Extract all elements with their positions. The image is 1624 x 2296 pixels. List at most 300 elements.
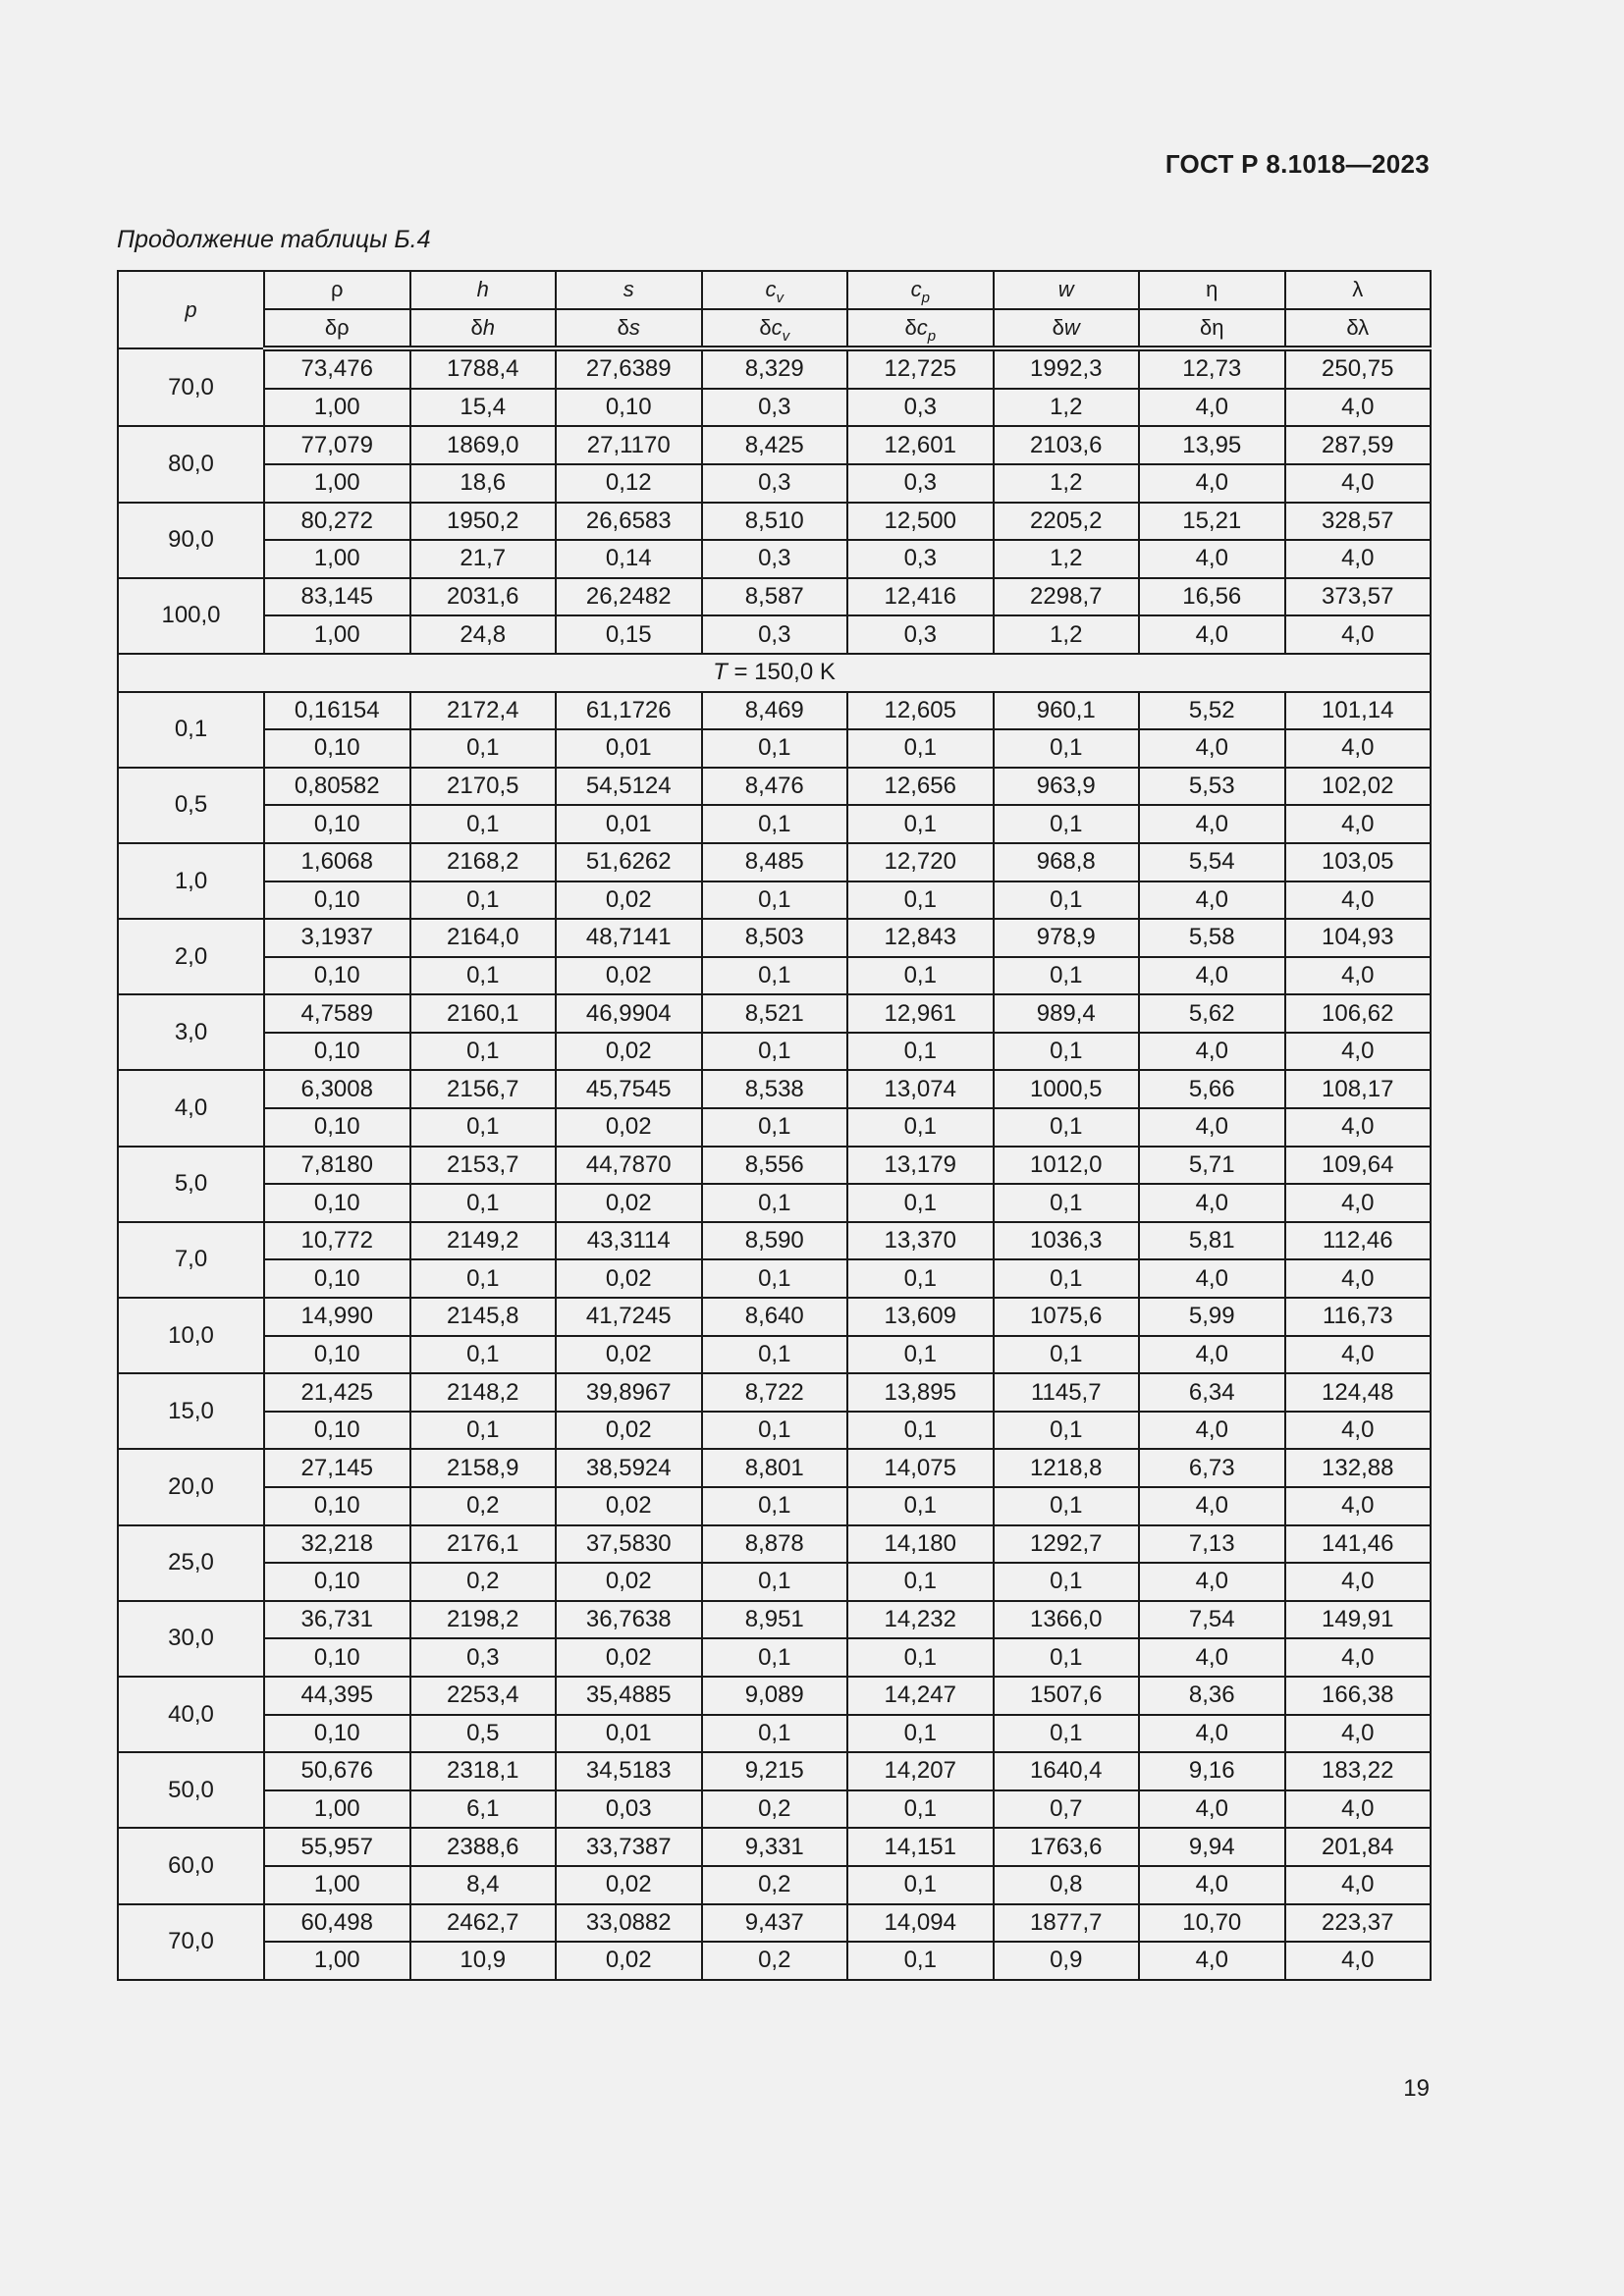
value-cell: 5,71	[1139, 1147, 1285, 1185]
delta-prefix: δ	[1200, 314, 1213, 340]
value-cell: 36,7638	[556, 1601, 702, 1639]
pressure-cell: 30,0	[118, 1601, 264, 1677]
value-cell: 101,14	[1285, 692, 1432, 730]
uncertainty-cell: 0,1	[994, 1336, 1140, 1374]
table-row	[118, 348, 1431, 389]
value-cell: 1036,3	[994, 1222, 1140, 1260]
value-cell: 26,6583	[556, 503, 702, 541]
value-cell: 12,961	[847, 994, 994, 1033]
value-cell: 13,95	[1139, 426, 1285, 464]
value-cell: 38,5924	[556, 1449, 702, 1487]
pressure-cell: 0,1	[118, 692, 264, 768]
pressure-cell: 1,0	[118, 843, 264, 919]
value-cell: 50,676	[264, 1752, 410, 1790]
value-cell: 5,58	[1139, 919, 1285, 957]
value-cell: 33,0882	[556, 1904, 702, 1943]
value-cell: 8,36	[1139, 1677, 1285, 1715]
table-caption: Продолжение таблицы Б.4	[117, 226, 431, 253]
uncertainty-cell: 0,1	[702, 1108, 848, 1147]
uncertainty-cell: 0,1	[847, 881, 994, 920]
uncertainty-row	[118, 1033, 1431, 1071]
value-cell: 103,05	[1285, 843, 1432, 881]
uncertainty-cell: 4,0	[1139, 1033, 1285, 1071]
value-cell: 8,503	[702, 919, 848, 957]
uncertainty-row	[118, 1866, 1431, 1904]
pressure-cell: 25,0	[118, 1525, 264, 1601]
value-cell: 8,556	[702, 1147, 848, 1185]
uncertainty-cell: 4,0	[1139, 389, 1285, 427]
delta-prefix: δ	[324, 314, 338, 340]
uncertainty-cell: 0,1	[702, 1412, 848, 1450]
uncertainty-cell: 4,0	[1285, 540, 1432, 578]
pressure-cell: 40,0	[118, 1677, 264, 1752]
value-cell: 960,1	[994, 692, 1140, 730]
value-cell: 8,587	[702, 578, 848, 616]
uncertainty-row	[118, 1942, 1431, 1980]
uncertainty-cell: 0,5	[410, 1715, 557, 1753]
section-heading	[118, 654, 1431, 692]
uncertainty-cell: 4,0	[1285, 1259, 1432, 1298]
value-cell: 12,720	[847, 843, 994, 881]
table-row	[118, 1525, 1431, 1564]
uncertainty-cell: 0,1	[410, 805, 557, 843]
value-cell: 9,215	[702, 1752, 848, 1790]
value-cell: 2153,7	[410, 1147, 557, 1185]
uncertainty-cell: 4,0	[1285, 615, 1432, 654]
pressure-cell: 10,0	[118, 1298, 264, 1373]
uncertainty-cell: 1,2	[994, 389, 1140, 427]
value-cell: 7,54	[1139, 1601, 1285, 1639]
value-cell: 16,56	[1139, 578, 1285, 616]
header-delta-λ	[1285, 309, 1432, 349]
header-delta-cv	[702, 309, 848, 349]
uncertainty-cell: 0,10	[264, 1563, 410, 1601]
value-cell: 141,46	[1285, 1525, 1432, 1564]
uncertainty-cell: 4,0	[1139, 957, 1285, 995]
uncertainty-cell: 4,0	[1285, 805, 1432, 843]
value-cell: 9,437	[702, 1904, 848, 1943]
uncertainty-cell: 1,2	[994, 615, 1140, 654]
uncertainty-cell: 0,3	[847, 389, 994, 427]
value-cell: 2164,0	[410, 919, 557, 957]
value-cell: 2103,6	[994, 426, 1140, 464]
value-cell: 12,656	[847, 768, 994, 806]
uncertainty-cell: 0,1	[702, 729, 848, 768]
uncertainty-cell: 0,1	[847, 1412, 994, 1450]
uncertainty-row	[118, 1487, 1431, 1525]
pressure-cell: 2,0	[118, 919, 264, 994]
header-h	[410, 271, 557, 309]
uncertainty-cell: 4,0	[1139, 1336, 1285, 1374]
value-cell: 73,476	[264, 348, 410, 389]
header-η-symbol: η	[1206, 277, 1218, 302]
uncertainty-cell: 0,10	[264, 1108, 410, 1147]
uncertainty-cell: 0,03	[556, 1790, 702, 1829]
table-body	[118, 271, 1431, 1980]
uncertainty-cell: 0,12	[556, 464, 702, 503]
uncertainty-cell: 0,10	[264, 1412, 410, 1450]
uncertainty-cell: 0,02	[556, 1638, 702, 1677]
uncertainty-row	[118, 464, 1431, 503]
value-cell: 2160,1	[410, 994, 557, 1033]
uncertainty-cell: 0,1	[994, 1108, 1140, 1147]
value-cell: 223,37	[1285, 1904, 1432, 1943]
header-cp	[847, 271, 994, 309]
uncertainty-cell: 0,1	[994, 881, 1140, 920]
uncertainty-cell: 15,4	[410, 389, 557, 427]
uncertainty-cell: 4,0	[1285, 1563, 1432, 1601]
value-cell: 2148,2	[410, 1373, 557, 1412]
section-variable: T	[713, 659, 728, 686]
uncertainty-cell: 0,1	[410, 957, 557, 995]
uncertainty-cell: 1,00	[264, 1790, 410, 1829]
value-cell: 8,878	[702, 1525, 848, 1564]
pressure-cell: 5,0	[118, 1147, 264, 1222]
table-row	[118, 768, 1431, 806]
uncertainty-cell: 4,0	[1139, 1790, 1285, 1829]
uncertainty-cell: 0,1	[847, 957, 994, 995]
header-ρ-symbol: ρ	[330, 277, 344, 302]
value-cell: 106,62	[1285, 994, 1432, 1033]
uncertainty-cell: 21,7	[410, 540, 557, 578]
header-row-uncertainties	[118, 309, 1431, 349]
uncertainty-cell: 0,3	[410, 1638, 557, 1677]
delta-prefix: δ	[470, 314, 483, 340]
uncertainty-row	[118, 1638, 1431, 1677]
value-cell: 36,731	[264, 1601, 410, 1639]
uncertainty-cell: 4,0	[1285, 729, 1432, 768]
value-cell: 6,3008	[264, 1070, 410, 1108]
delta-prefix: δ	[1346, 314, 1359, 340]
value-cell: 5,62	[1139, 994, 1285, 1033]
value-cell: 8,425	[702, 426, 848, 464]
properties-table	[117, 270, 1432, 1981]
table-row	[118, 578, 1431, 616]
value-cell: 2176,1	[410, 1525, 557, 1564]
uncertainty-cell: 0,1	[410, 1259, 557, 1298]
uncertainty-row	[118, 1108, 1431, 1147]
table-row	[118, 1677, 1431, 1715]
value-cell: 83,145	[264, 578, 410, 616]
value-cell: 183,22	[1285, 1752, 1432, 1790]
uncertainty-cell: 1,00	[264, 464, 410, 503]
value-cell: 250,75	[1285, 348, 1432, 389]
uncertainty-cell: 0,01	[556, 1715, 702, 1753]
uncertainty-row	[118, 540, 1431, 578]
value-cell: 12,843	[847, 919, 994, 957]
uncertainty-cell: 4,0	[1139, 881, 1285, 920]
uncertainty-cell: 0,1	[847, 805, 994, 843]
value-cell: 104,93	[1285, 919, 1432, 957]
value-cell: 2145,8	[410, 1298, 557, 1336]
header-delta-η	[1139, 309, 1285, 349]
uncertainty-row	[118, 729, 1431, 768]
header-cv-subscript: v	[776, 290, 784, 307]
header-delta-ρ	[264, 309, 410, 349]
uncertainty-cell: 4,0	[1285, 1108, 1432, 1147]
uncertainty-cell: 4,0	[1285, 957, 1432, 995]
header-delta-h	[410, 309, 557, 349]
uncertainty-cell: 0,1	[410, 1412, 557, 1450]
value-cell: 12,500	[847, 503, 994, 541]
section-row	[118, 654, 1431, 692]
page-number: 19	[1403, 2075, 1430, 2102]
value-cell: 1075,6	[994, 1298, 1140, 1336]
uncertainty-cell: 0,10	[264, 1259, 410, 1298]
uncertainty-cell: 4,0	[1139, 1942, 1285, 1980]
value-cell: 44,7870	[556, 1147, 702, 1185]
uncertainty-cell: 8,4	[410, 1866, 557, 1904]
uncertainty-cell: 0,2	[410, 1487, 557, 1525]
pressure-cell: 20,0	[118, 1449, 264, 1524]
uncertainty-cell: 4,0	[1139, 1259, 1285, 1298]
value-cell: 14,180	[847, 1525, 994, 1564]
value-cell: 373,57	[1285, 578, 1432, 616]
uncertainty-cell: 0,1	[994, 1412, 1140, 1450]
value-cell: 14,075	[847, 1449, 994, 1487]
value-cell: 6,73	[1139, 1449, 1285, 1487]
uncertainty-cell: 0,1	[702, 805, 848, 843]
header-delta-h-symbol: h	[482, 314, 495, 340]
value-cell: 45,7545	[556, 1070, 702, 1108]
value-cell: 51,6262	[556, 843, 702, 881]
value-cell: 9,089	[702, 1677, 848, 1715]
uncertainty-cell: 1,00	[264, 389, 410, 427]
uncertainty-cell: 1,00	[264, 1942, 410, 1980]
uncertainty-cell: 1,2	[994, 464, 1140, 503]
uncertainty-cell: 10,9	[410, 1942, 557, 1980]
header-delta-λ-symbol: λ	[1358, 314, 1370, 340]
value-cell: 287,59	[1285, 426, 1432, 464]
uncertainty-row	[118, 957, 1431, 995]
uncertainty-cell: 0,02	[556, 1866, 702, 1904]
value-cell: 14,207	[847, 1752, 994, 1790]
value-cell: 2031,6	[410, 578, 557, 616]
value-cell: 102,02	[1285, 768, 1432, 806]
uncertainty-cell: 0,02	[556, 1184, 702, 1222]
header-η	[1139, 271, 1285, 309]
header-pressure-label: p	[185, 296, 197, 322]
uncertainty-cell: 4,0	[1285, 1487, 1432, 1525]
uncertainty-cell: 0,02	[556, 881, 702, 920]
value-cell: 8,476	[702, 768, 848, 806]
uncertainty-cell: 0,1	[847, 1259, 994, 1298]
uncertainty-cell: 0,3	[702, 615, 848, 654]
header-delta-w	[994, 309, 1140, 349]
uncertainty-cell: 0,1	[702, 1336, 848, 1374]
uncertainty-cell: 0,1	[847, 1715, 994, 1753]
table-row	[118, 426, 1431, 464]
value-cell: 1366,0	[994, 1601, 1140, 1639]
uncertainty-cell: 4,0	[1139, 615, 1285, 654]
value-cell: 3,1937	[264, 919, 410, 957]
value-cell: 201,84	[1285, 1828, 1432, 1866]
uncertainty-cell: 0,10	[264, 1033, 410, 1071]
header-delta-w-symbol: w	[1063, 314, 1080, 340]
value-cell: 48,7141	[556, 919, 702, 957]
uncertainty-cell: 0,1	[847, 1336, 994, 1374]
uncertainty-cell: 4,0	[1139, 805, 1285, 843]
value-cell: 13,179	[847, 1147, 994, 1185]
uncertainty-cell: 1,2	[994, 540, 1140, 578]
header-w	[994, 271, 1140, 309]
uncertainty-cell: 0,1	[994, 1184, 1140, 1222]
value-cell: 132,88	[1285, 1449, 1432, 1487]
uncertainty-cell: 0,01	[556, 729, 702, 768]
uncertainty-cell: 0,10	[556, 389, 702, 427]
uncertainty-cell: 1,00	[264, 540, 410, 578]
value-cell: 12,416	[847, 578, 994, 616]
delta-prefix: δ	[617, 314, 629, 340]
uncertainty-cell: 0,10	[264, 805, 410, 843]
uncertainty-cell: 1,00	[264, 1866, 410, 1904]
uncertainty-cell: 0,1	[410, 1108, 557, 1147]
uncertainty-cell: 0,1	[702, 1715, 848, 1753]
uncertainty-cell: 0,1	[702, 1259, 848, 1298]
uncertainty-row	[118, 389, 1431, 427]
pressure-cell: 70,0	[118, 348, 264, 426]
uncertainty-cell: 0,1	[994, 1033, 1140, 1071]
uncertainty-cell: 0,10	[264, 1487, 410, 1525]
uncertainty-cell: 4,0	[1139, 1412, 1285, 1450]
uncertainty-cell: 0,1	[994, 729, 1140, 768]
value-cell: 166,38	[1285, 1677, 1432, 1715]
uncertainty-cell: 0,02	[556, 1487, 702, 1525]
value-cell: 0,80582	[264, 768, 410, 806]
value-cell: 43,3114	[556, 1222, 702, 1260]
uncertainty-cell: 0,02	[556, 1259, 702, 1298]
value-cell: 60,498	[264, 1904, 410, 1943]
table-row	[118, 919, 1431, 957]
value-cell: 109,64	[1285, 1147, 1432, 1185]
value-cell: 12,725	[847, 348, 994, 389]
uncertainty-cell: 0,3	[847, 540, 994, 578]
header-h-symbol: h	[476, 277, 489, 302]
header-ρ	[264, 271, 410, 309]
value-cell: 2156,7	[410, 1070, 557, 1108]
value-cell: 8,801	[702, 1449, 848, 1487]
uncertainty-row	[118, 805, 1431, 843]
uncertainty-cell: 0,1	[702, 1033, 848, 1071]
uncertainty-cell: 0,10	[264, 881, 410, 920]
uncertainty-cell: 4,0	[1285, 1033, 1432, 1071]
uncertainty-cell: 0,02	[556, 1033, 702, 1071]
header-cp-symbol: c	[910, 277, 922, 302]
pressure-cell: 50,0	[118, 1752, 264, 1828]
delta-prefix: δ	[904, 314, 917, 340]
table-row	[118, 1298, 1431, 1336]
uncertainty-cell: 0,3	[847, 464, 994, 503]
value-cell: 37,5830	[556, 1525, 702, 1564]
value-cell: 9,16	[1139, 1752, 1285, 1790]
header-pressure	[118, 271, 264, 348]
header-delta-cp-subscript: p	[927, 327, 937, 345]
value-cell: 8,521	[702, 994, 848, 1033]
header-w-symbol: w	[1057, 277, 1074, 302]
value-cell: 14,990	[264, 1298, 410, 1336]
value-cell: 1000,5	[994, 1070, 1140, 1108]
value-cell: 46,9904	[556, 994, 702, 1033]
value-cell: 8,640	[702, 1298, 848, 1336]
uncertainty-row	[118, 1790, 1431, 1829]
table-row	[118, 503, 1431, 541]
value-cell: 13,609	[847, 1298, 994, 1336]
value-cell: 44,395	[264, 1677, 410, 1715]
uncertainty-cell: 4,0	[1285, 1715, 1432, 1753]
uncertainty-cell: 0,10	[264, 957, 410, 995]
value-cell: 13,074	[847, 1070, 994, 1108]
uncertainty-row	[118, 1715, 1431, 1753]
table-row	[118, 1752, 1431, 1790]
value-cell: 32,218	[264, 1525, 410, 1564]
uncertainty-cell: 4,0	[1285, 1184, 1432, 1222]
header-λ	[1285, 271, 1432, 309]
pressure-cell: 90,0	[118, 503, 264, 578]
value-cell: 5,53	[1139, 768, 1285, 806]
value-cell: 10,70	[1139, 1904, 1285, 1943]
uncertainty-cell: 0,2	[702, 1866, 848, 1904]
uncertainty-cell: 0,3	[702, 464, 848, 503]
value-cell: 116,73	[1285, 1298, 1432, 1336]
value-cell: 1950,2	[410, 503, 557, 541]
uncertainty-cell: 1,00	[264, 615, 410, 654]
value-cell: 1012,0	[994, 1147, 1140, 1185]
uncertainty-cell: 4,0	[1285, 1942, 1432, 1980]
uncertainty-cell: 0,1	[410, 729, 557, 768]
header-delta-η-symbol: η	[1212, 314, 1224, 340]
value-cell: 9,331	[702, 1828, 848, 1866]
uncertainty-cell: 0,2	[702, 1790, 848, 1829]
value-cell: 1,6068	[264, 843, 410, 881]
uncertainty-cell: 4,0	[1285, 1866, 1432, 1904]
value-cell: 34,5183	[556, 1752, 702, 1790]
value-cell: 54,5124	[556, 768, 702, 806]
uncertainty-cell: 0,1	[702, 957, 848, 995]
section-value: = 150,0 K	[727, 659, 836, 686]
value-cell: 27,145	[264, 1449, 410, 1487]
value-cell: 12,73	[1139, 348, 1285, 389]
uncertainty-cell: 0,1	[702, 1563, 848, 1601]
uncertainty-cell: 0,1	[994, 957, 1140, 995]
header-cv	[702, 271, 848, 309]
value-cell: 2172,4	[410, 692, 557, 730]
header-delta-cv-subscript: v	[782, 327, 790, 345]
uncertainty-cell: 4,0	[1139, 1487, 1285, 1525]
value-cell: 1507,6	[994, 1677, 1140, 1715]
uncertainty-cell: 0,1	[994, 1259, 1140, 1298]
uncertainty-cell: 4,0	[1285, 464, 1432, 503]
uncertainty-cell: 0,1	[702, 881, 848, 920]
value-cell: 26,2482	[556, 578, 702, 616]
uncertainty-cell: 4,0	[1139, 729, 1285, 768]
header-delta-s	[556, 309, 702, 349]
pressure-cell: 60,0	[118, 1828, 264, 1903]
value-cell: 12,601	[847, 426, 994, 464]
pressure-cell: 100,0	[118, 578, 264, 654]
value-cell: 39,8967	[556, 1373, 702, 1412]
uncertainty-cell: 4,0	[1285, 881, 1432, 920]
value-cell: 77,079	[264, 426, 410, 464]
header-s-symbol: s	[623, 277, 634, 302]
uncertainty-cell: 0,1	[847, 1563, 994, 1601]
uncertainty-cell: 0,3	[702, 389, 848, 427]
table-row	[118, 994, 1431, 1033]
uncertainty-cell: 4,0	[1139, 1563, 1285, 1601]
uncertainty-cell: 0,1	[994, 805, 1140, 843]
uncertainty-cell: 4,0	[1285, 1412, 1432, 1450]
uncertainty-cell: 0,8	[994, 1866, 1140, 1904]
value-cell: 149,91	[1285, 1601, 1432, 1639]
